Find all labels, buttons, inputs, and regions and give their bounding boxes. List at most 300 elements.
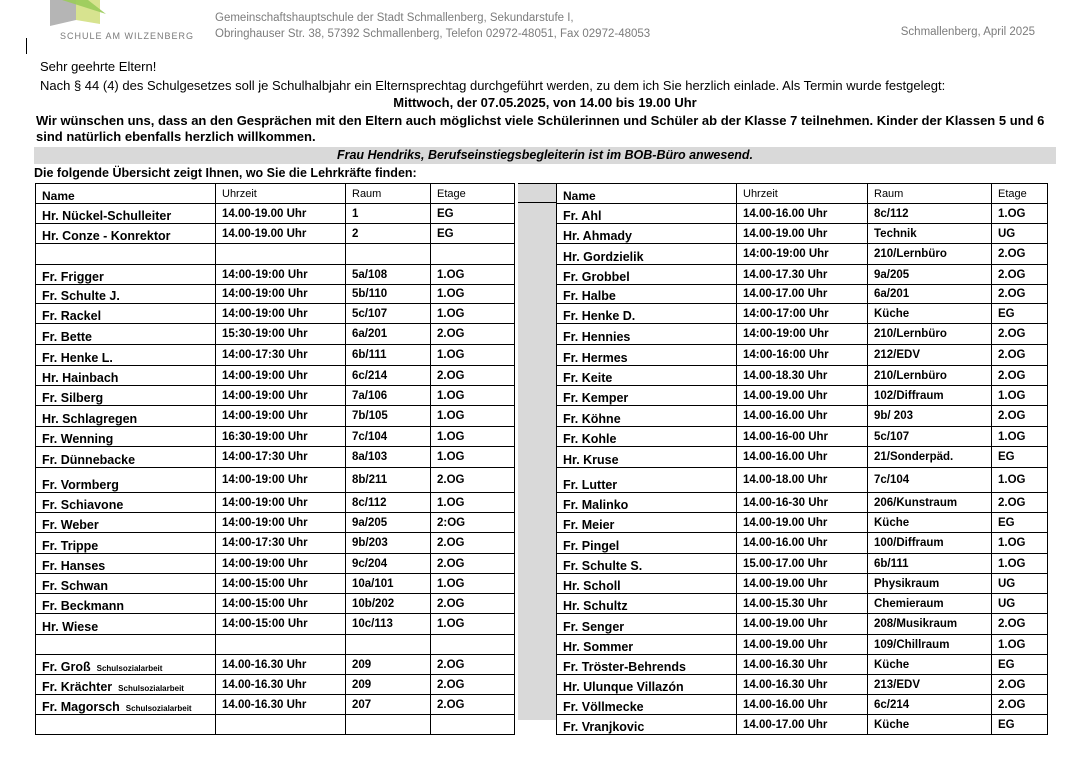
- room-cell-text: 2: [352, 227, 359, 240]
- teacher-name: [557, 224, 737, 244]
- floor-cell: [992, 533, 1048, 554]
- floor-cell-text: 2.OG: [998, 248, 1026, 260]
- floor-cell-text: UG: [998, 577, 1016, 590]
- teacher-name-text: Hr. Conze - Konrektor: [42, 229, 171, 243]
- teacher-name: [557, 554, 737, 574]
- floor-cell: [431, 513, 515, 533]
- teacher-name: [557, 265, 737, 285]
- teacher-name: [557, 635, 737, 655]
- appointment-date: Mittwoch, der 07.05.2025, von 14.00 bis 19.00 Uhr: [393, 95, 697, 110]
- teacher-name: [557, 304, 737, 324]
- col-name: Name: [36, 184, 216, 204]
- floor-cell: [431, 204, 515, 224]
- table-row: [36, 493, 515, 513]
- time-cell: [216, 406, 346, 427]
- room-cell: [346, 204, 431, 224]
- table-row: [557, 695, 1048, 715]
- teacher-name-text: Fr. Vormberg: [42, 478, 119, 492]
- floor-cell: [992, 386, 1048, 406]
- teacher-name-text: Fr. Senger: [563, 620, 625, 634]
- table-row: [36, 447, 515, 468]
- teacher-name-text: Fr. Kohle: [563, 432, 617, 446]
- table-header-row: [36, 184, 515, 204]
- teacher-name: [557, 244, 737, 265]
- room-cell: [868, 427, 992, 447]
- floor-cell-text: 2.OG: [437, 474, 465, 486]
- room-cell-text: 1: [352, 207, 359, 220]
- teacher-name-text: Fr. Schulte S.: [563, 559, 643, 573]
- floor-cell: [992, 366, 1048, 386]
- teacher-name: [557, 366, 737, 386]
- teacher-name: [36, 554, 216, 574]
- time-cell: [737, 594, 868, 614]
- time-cell: [737, 655, 868, 675]
- teacher-name: [557, 204, 737, 224]
- floor-cell: [431, 574, 515, 594]
- time-cell: [216, 244, 346, 265]
- floor-cell-text: UG: [998, 227, 1016, 240]
- logo-text: SCHULE AM WILZENBERG: [60, 31, 195, 41]
- time-cell-text: 14.00-16.00 Uhr: [743, 698, 828, 711]
- time-cell-text: 14.00-19.00 Uhr: [743, 618, 828, 630]
- floor-cell: [431, 554, 515, 574]
- teacher-name: [36, 285, 216, 304]
- room-cell: [868, 493, 992, 513]
- room-cell-text: 5a/108: [352, 268, 388, 281]
- room-cell-text: 7b/105: [352, 410, 388, 422]
- floor-cell-text: 2.OG: [437, 678, 465, 691]
- time-cell: [737, 513, 868, 533]
- floor-cell: [992, 265, 1048, 285]
- time-cell-text: 14.00-16.30 Uhr: [743, 678, 828, 691]
- teacher-name-text: Hr. Ulunque Villazón: [563, 680, 684, 694]
- teacher-name: [557, 655, 737, 675]
- table-row: [557, 594, 1048, 614]
- time-cell: [216, 224, 346, 244]
- time-cell: [216, 594, 346, 614]
- teacher-name: [557, 533, 737, 554]
- teacher-name-text: Fr. Kemper: [563, 391, 629, 405]
- time-cell-text: 14.00-17.00 Uhr: [743, 288, 828, 300]
- floor-cell: [992, 406, 1048, 427]
- teacher-name: [557, 493, 737, 513]
- teacher-name: [36, 204, 216, 224]
- room-cell-text: 9b/203: [352, 537, 388, 549]
- teacher-name-text: Fr. Henke L.: [42, 351, 113, 365]
- time-cell-text: 14.00-19.00 Uhr: [743, 227, 828, 240]
- teacher-name: [557, 695, 737, 715]
- floor-cell: [992, 574, 1048, 594]
- teacher-name: [36, 614, 216, 635]
- time-cell-text: 14:00-19:00 Uhr: [222, 307, 308, 320]
- room-cell-text: Technik: [874, 227, 917, 240]
- time-cell-text: 16:30-19:00 Uhr: [222, 430, 308, 443]
- teacher-name: [36, 447, 216, 468]
- room-cell: [346, 513, 431, 533]
- room-cell: [868, 655, 992, 675]
- room-cell: [346, 447, 431, 468]
- table-row: [557, 386, 1048, 406]
- table-row: [36, 386, 515, 406]
- time-cell-text: 14:00-19:00 Uhr: [222, 389, 308, 402]
- room-cell-text: 7c/104: [874, 474, 910, 486]
- teacher-name-text: Fr. Beckmann: [42, 599, 124, 613]
- col-room: Raum: [346, 184, 431, 204]
- room-cell: [868, 554, 992, 574]
- time-cell: [216, 675, 346, 695]
- room-cell-text: 207: [352, 698, 372, 711]
- teacher-name-text: Hr. Schlagregen: [42, 412, 138, 426]
- time-cell: [737, 675, 868, 695]
- table-row: [36, 244, 515, 265]
- room-cell-text: 6c/214: [874, 698, 910, 711]
- role-note: Schulsozialarbeit: [125, 704, 192, 713]
- table-row: [36, 574, 515, 594]
- teacher-name: [557, 513, 737, 533]
- table-row: [557, 635, 1048, 655]
- table-row: [36, 224, 515, 244]
- room-cell: [868, 224, 992, 244]
- floor-cell: [431, 285, 515, 304]
- room-cell-text: Küche: [874, 658, 910, 671]
- teacher-name: [36, 574, 216, 594]
- room-cell: [346, 715, 431, 735]
- floor-cell: [431, 224, 515, 244]
- teacher-name: [557, 406, 737, 427]
- time-cell-text: 14.00-17.30 Uhr: [743, 268, 828, 281]
- floor-cell: [431, 366, 515, 386]
- room-cell: [346, 614, 431, 635]
- table-row: [36, 533, 515, 554]
- room-cell: [868, 715, 992, 735]
- room-cell-text: 209: [352, 678, 372, 691]
- floor-cell: [992, 468, 1048, 493]
- time-cell: [737, 244, 868, 265]
- room-cell-text: 8b/211: [352, 474, 388, 486]
- room-cell: [868, 468, 992, 493]
- time-cell-text: 14:00-19:00 Uhr: [222, 474, 308, 486]
- time-cell: [216, 533, 346, 554]
- floor-cell-text: 1.OG: [998, 474, 1026, 486]
- teacher-name-text: Fr. Weber: [42, 518, 99, 532]
- room-cell-text: 206/Kunstraum: [874, 496, 958, 509]
- table-row: [36, 635, 515, 655]
- room-cell-text: 6b/111: [874, 557, 909, 570]
- col-floor: Etage: [992, 184, 1048, 204]
- floor-cell: [431, 427, 515, 447]
- floor-cell-text: 2.OG: [437, 597, 465, 610]
- place-date: Schmallenberg, April 2025: [900, 26, 1035, 38]
- floor-cell: [431, 447, 515, 468]
- time-cell-text: 14:00-15:00 Uhr: [222, 577, 308, 590]
- floor-cell-text: 1.OG: [998, 207, 1026, 220]
- table-row: [36, 715, 515, 735]
- time-cell-text: 14:00-19:00 Uhr: [222, 516, 308, 529]
- room-cell-text: 7a/106: [352, 389, 388, 402]
- table-row: [557, 675, 1048, 695]
- teacher-name-text: Fr. Vranjkovic: [563, 720, 645, 734]
- teacher-name: [36, 224, 216, 244]
- floor-cell: [431, 614, 515, 635]
- room-cell: [868, 304, 992, 324]
- teacher-table-right: [556, 183, 1048, 735]
- floor-cell-text: 1.OG: [437, 496, 465, 509]
- table-row: [557, 324, 1048, 345]
- col-time: Uhrzeit: [216, 184, 346, 204]
- table-row: [557, 574, 1048, 594]
- floor-cell-text: 1.OG: [437, 288, 465, 300]
- role-note: Schulsozialarbeit: [96, 664, 163, 673]
- time-cell: [737, 614, 868, 635]
- room-cell: [346, 285, 431, 304]
- room-cell-text: 6c/214: [352, 369, 388, 382]
- floor-cell: [992, 244, 1048, 265]
- table-row: [557, 533, 1048, 554]
- floor-cell: [992, 594, 1048, 614]
- teacher-name-text: Fr. Hanses: [42, 559, 106, 573]
- floor-cell: [992, 204, 1048, 224]
- teacher-name: [36, 655, 216, 675]
- room-cell-text: 6a/201: [874, 288, 910, 300]
- teacher-name-text: Hr. Wiese: [42, 620, 99, 634]
- room-cell: [346, 493, 431, 513]
- floor-cell: [992, 655, 1048, 675]
- teacher-name: [36, 366, 216, 386]
- room-cell-text: 8c/112: [874, 207, 909, 220]
- floor-cell-text: 1.OG: [998, 557, 1026, 570]
- time-cell: [216, 715, 346, 735]
- floor-cell-text: 2.OG: [437, 328, 465, 340]
- time-cell-text: 14.00-19.00 Uhr: [743, 577, 828, 590]
- teacher-name-text: Fr. Völlmecke: [563, 700, 644, 714]
- teacher-name-text: Fr. Ahl: [563, 209, 602, 223]
- teacher-name-text: Fr. Frigger: [42, 270, 104, 284]
- room-cell: [868, 406, 992, 427]
- floor-cell-text: 1.OG: [998, 537, 1026, 549]
- floor-cell: [992, 324, 1048, 345]
- floor-cell-text: 2.OG: [998, 369, 1026, 382]
- time-cell: [216, 304, 346, 324]
- room-cell-text: 10c/113: [352, 618, 393, 630]
- floor-cell-text: 2.OG: [437, 698, 465, 711]
- floor-cell-text: 1.OG: [437, 349, 465, 361]
- room-cell: [346, 594, 431, 614]
- floor-cell-text: EG: [437, 227, 454, 240]
- table-row: [36, 366, 515, 386]
- time-cell-text: 14:00-17:00 Uhr: [743, 307, 829, 320]
- time-cell: [216, 614, 346, 635]
- floor-cell-text: EG: [998, 658, 1015, 671]
- teacher-name: [557, 447, 737, 468]
- time-cell: [737, 468, 868, 493]
- teacher-name-text: Hr. Sommer: [563, 640, 634, 654]
- table-row: [36, 427, 515, 447]
- col-time: Uhrzeit: [737, 184, 868, 204]
- room-cell-text: 21/Sonderpäd.: [874, 451, 954, 463]
- teacher-name: [36, 675, 216, 695]
- floor-cell: [431, 695, 515, 715]
- room-cell: [868, 285, 992, 304]
- room-cell: [868, 447, 992, 468]
- room-cell: [346, 427, 431, 447]
- floor-cell: [431, 345, 515, 366]
- teacher-name-text: Fr. Pingel: [563, 539, 620, 553]
- time-cell: [216, 513, 346, 533]
- teacher-name: [36, 594, 216, 614]
- time-cell-text: 14.00-16.30 Uhr: [743, 658, 828, 671]
- floor-cell: [431, 386, 515, 406]
- table-row: [557, 304, 1048, 324]
- room-cell: [346, 574, 431, 594]
- table-row: [557, 285, 1048, 304]
- table-row: [36, 265, 515, 285]
- table-row: [36, 614, 515, 635]
- time-cell: [737, 447, 868, 468]
- floor-cell: [431, 244, 515, 265]
- time-cell: [216, 366, 346, 386]
- invitation-paragraph: Nach § 44 (4) des Schulgesetzes soll je Schulhalbjahr ein Elternsprechtag durchgeführt werden, zu dem ich Sie herzlich einlade. Als Termin wurde festgelegt:: [40, 78, 946, 93]
- time-cell: [216, 554, 346, 574]
- room-cell: [346, 224, 431, 244]
- students-paragraph: Wir wünschen uns, dass an den Gesprächen mit den Eltern auch möglichst viele Schülerinnen und Schüler ab der Klasse 7 teilnehmen. Kinder der Klassen 5 und 6 sind natürlich ebenfalls herzlich willkommen.: [36, 113, 1045, 144]
- teacher-name: [36, 324, 216, 345]
- teacher-name: [36, 244, 216, 265]
- teacher-name-text: Fr. Meier: [563, 518, 615, 532]
- floor-cell: [431, 655, 515, 675]
- time-cell: [216, 285, 346, 304]
- room-cell-text: 7c/104: [352, 430, 388, 443]
- time-cell-text: 15:30-19:00 Uhr: [222, 328, 308, 340]
- floor-cell: [992, 345, 1048, 366]
- room-cell-text: 213/EDV: [874, 678, 921, 691]
- floor-cell-text: 1.OG: [998, 389, 1026, 402]
- room-cell: [868, 675, 992, 695]
- floor-cell-text: EG: [437, 207, 454, 220]
- time-cell-text: 14:00-19:00 Uhr: [222, 268, 308, 281]
- teacher-name: [557, 715, 737, 735]
- room-cell: [346, 366, 431, 386]
- table-row: [36, 554, 515, 574]
- teacher-name-text: Fr. Trippe: [42, 539, 99, 553]
- floor-cell: [431, 406, 515, 427]
- time-cell: [737, 554, 868, 574]
- teacher-name-text: Hr. Scholl: [563, 579, 621, 593]
- teacher-name: [557, 285, 737, 304]
- room-cell: [868, 324, 992, 345]
- school-line-1: Gemeinschaftshauptschule der Stadt Schmallenberg, Sekundarstufe I,: [215, 12, 574, 24]
- floor-cell: [992, 554, 1048, 574]
- teacher-name: [557, 574, 737, 594]
- room-cell: [868, 635, 992, 655]
- room-cell: [346, 406, 431, 427]
- table-row: [36, 695, 515, 715]
- time-cell-text: 14.00-16.30 Uhr: [222, 698, 307, 711]
- teacher-name: [36, 406, 216, 427]
- floor-cell: [992, 675, 1048, 695]
- teacher-name-text: Fr. Lutter: [563, 478, 618, 492]
- teacher-name-text: Fr. Schulte J.: [42, 289, 120, 303]
- teacher-name-text: Fr. Groß: [42, 660, 91, 674]
- room-cell-text: 100/Diffraum: [874, 537, 944, 549]
- time-cell: [737, 533, 868, 554]
- time-cell-text: 14.00-16.00 Uhr: [743, 537, 828, 549]
- table-row: [36, 324, 515, 345]
- table-row: [557, 427, 1048, 447]
- teacher-name-text: Fr. Dünnebacke: [42, 453, 136, 467]
- time-cell-text: 14:00-19:00 Uhr: [222, 410, 308, 422]
- floor-cell: [992, 695, 1048, 715]
- room-cell: [868, 366, 992, 386]
- floor-cell-text: 2.OG: [998, 410, 1026, 422]
- text-cursor: [26, 38, 27, 54]
- floor-cell-text: 2.OG: [998, 678, 1026, 691]
- table-row: [36, 468, 515, 493]
- table-row: [36, 285, 515, 304]
- time-cell-text: 15.00-17.00 Uhr: [743, 557, 828, 570]
- room-cell-text: Chemieraum: [874, 597, 944, 610]
- teacher-name-text: Fr. Malinko: [563, 498, 629, 512]
- room-cell: [868, 574, 992, 594]
- teacher-name-text: Hr. Schultz: [563, 599, 628, 613]
- teacher-name-text: Fr. Magorsch: [42, 700, 120, 714]
- teacher-name: [36, 493, 216, 513]
- room-cell: [346, 554, 431, 574]
- floor-cell: [992, 715, 1048, 735]
- time-cell: [737, 345, 868, 366]
- floor-cell-text: 1.OG: [998, 638, 1026, 651]
- teacher-name-text: Hr. Hainbach: [42, 371, 119, 385]
- teacher-name-text: Fr. Rackel: [42, 309, 102, 323]
- school-address: [215, 10, 650, 42]
- time-cell-text: 14.00-16.00 Uhr: [743, 451, 828, 463]
- floor-cell: [431, 675, 515, 695]
- floor-cell: [992, 513, 1048, 533]
- time-cell-text: 14:00-15:00 Uhr: [222, 618, 308, 630]
- time-cell-text: 14.00-19.00 Uhr: [743, 516, 828, 529]
- table-gap-column: [518, 203, 556, 720]
- floor-cell-text: 2.OG: [998, 618, 1026, 630]
- teacher-name-text: Fr. Bette: [42, 330, 93, 344]
- time-cell: [737, 204, 868, 224]
- teacher-name-text: Fr. Wenning: [42, 432, 114, 446]
- room-cell-text: Küche: [874, 307, 910, 320]
- table-row: [557, 204, 1048, 224]
- teacher-name: [36, 427, 216, 447]
- table-row: [557, 715, 1048, 735]
- teacher-name-text: Fr. Schiavone: [42, 498, 124, 512]
- time-cell-text: 14:00-19:00 Uhr: [222, 496, 308, 509]
- teacher-name: [36, 386, 216, 406]
- teacher-name: [36, 345, 216, 366]
- table-row: [36, 513, 515, 533]
- room-cell-text: 8a/103: [352, 451, 388, 463]
- room-cell-text: 208/Musikraum: [874, 618, 958, 630]
- teacher-name: [36, 533, 216, 554]
- table-gap-header: [518, 183, 556, 203]
- teacher-name-text: Fr. Hermes: [563, 351, 628, 365]
- time-cell-text: 14:00-19:00 Uhr: [222, 288, 308, 300]
- room-cell-text: 10b/202: [352, 597, 395, 610]
- floor-cell-text: EG: [998, 451, 1015, 463]
- teacher-name-text: Fr. Hennies: [563, 330, 631, 344]
- room-cell-text: 10a/101: [352, 577, 394, 590]
- floor-cell-text: 2.OG: [998, 288, 1026, 300]
- time-cell-text: 14:00-17:30 Uhr: [222, 451, 308, 463]
- teacher-name: [557, 386, 737, 406]
- time-cell-text: 14.00-19.00 Uhr: [222, 207, 307, 220]
- teacher-name: [36, 635, 216, 655]
- room-cell: [346, 695, 431, 715]
